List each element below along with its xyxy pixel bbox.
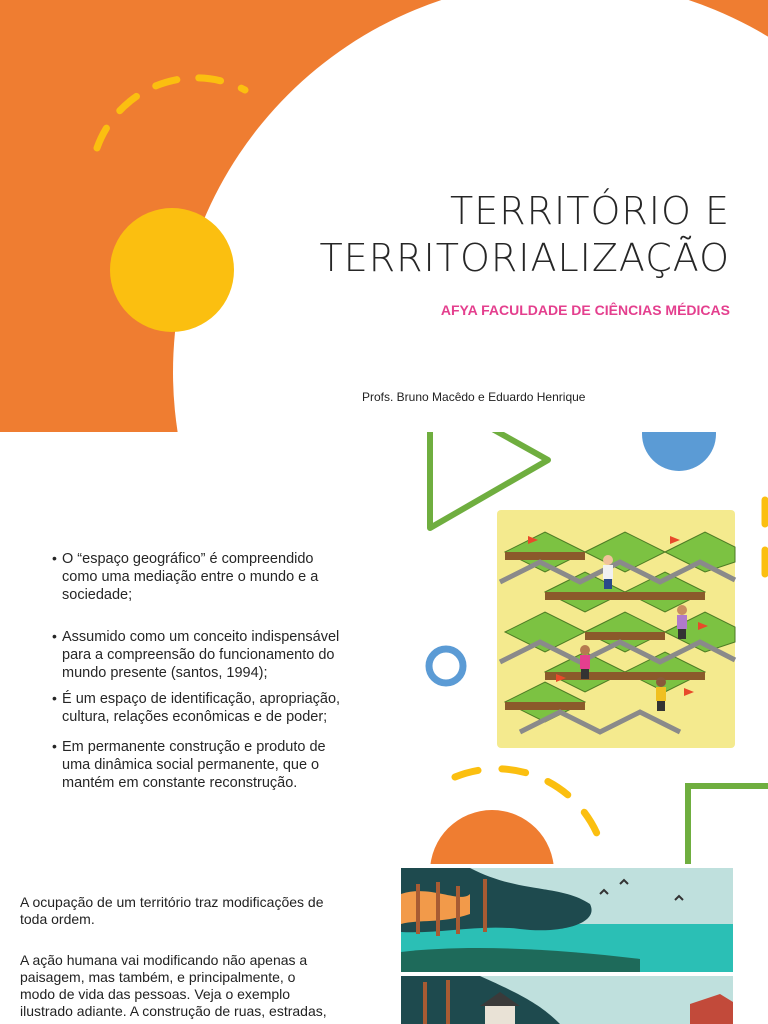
bullet-symbol: •	[52, 690, 57, 706]
bullet-item	[52, 690, 392, 726]
bullet-text-line: cultura, relações econômicas e de poder;	[62, 709, 328, 725]
bullet-symbol: •	[52, 738, 57, 754]
landscape-illustration	[401, 868, 733, 1024]
bullet-symbol: •	[52, 628, 57, 644]
paragraph-line: toda ordem.	[20, 911, 95, 927]
bullet-text-line: Assumido como um conceito indispensável	[62, 629, 340, 645]
slide1-title-line1: TERRITÓRIO E	[450, 189, 730, 233]
paragraph-line: A ação humana vai modificando não apenas a	[20, 952, 308, 968]
slide1-title	[210, 188, 730, 282]
slide1-subtitle: AFYA FACULDADE DE CIÊNCIAS MÉDICAS	[440, 302, 730, 318]
paragraph-line: A ocupação de um território traz modificações de	[20, 894, 324, 910]
slide-title	[0, 0, 768, 432]
bullet-text-line: uma dinâmica social permanente, que o	[62, 757, 320, 773]
paragraph-line: modo de vida das pessoas. Veja o exemplo	[20, 986, 291, 1002]
paragraph	[20, 952, 377, 1020]
bullet-text-line: mundo presente (santos, 1994);	[62, 665, 268, 681]
bullet-item	[52, 550, 392, 604]
bullet-text-line: como uma mediação entre o mundo e a	[62, 569, 319, 585]
person-figure	[603, 555, 613, 589]
slide1-authors: Profs. Bruno Macêdo e Eduardo Henrique	[362, 390, 586, 404]
slide-occupation	[0, 864, 768, 1024]
green-corner-shape	[688, 786, 768, 864]
paragraph-line: ilustrado adiante. A construção de ruas, estradas,	[20, 1003, 327, 1019]
bullet-text-line: Em permanente construção e produto de	[62, 739, 326, 755]
bullet-text-line: É um espaço de identificação, apropriação,	[62, 691, 341, 707]
person-figure	[656, 677, 666, 711]
slide-concept	[0, 432, 768, 864]
person-figure	[677, 605, 687, 639]
bullet-text-line: O “espaço geográfico” é compreendido	[62, 551, 314, 567]
orange-circle-shape	[430, 810, 554, 864]
bullet-text-line: para a compreensão do funcionamento do	[62, 647, 335, 663]
bullet-item	[52, 628, 392, 682]
bullet-text-line: mantém em constante reconstrução.	[62, 775, 298, 791]
bullet-text-line: sociedade;	[62, 587, 133, 603]
isometric-maze-illustration	[497, 510, 735, 748]
blue-ring-shape	[429, 649, 463, 683]
paragraph	[20, 894, 377, 928]
yellow-dashed-arc	[97, 78, 245, 148]
slide1-title-line2: TERRITORIALIZAÇÃO	[319, 236, 730, 280]
bullet-item	[52, 738, 392, 792]
person-figure	[580, 645, 590, 679]
paragraph-line: paisagem, mas também, e principalmente, o	[20, 969, 296, 985]
bullet-symbol: •	[52, 550, 57, 566]
blue-circle-shape	[642, 432, 716, 471]
